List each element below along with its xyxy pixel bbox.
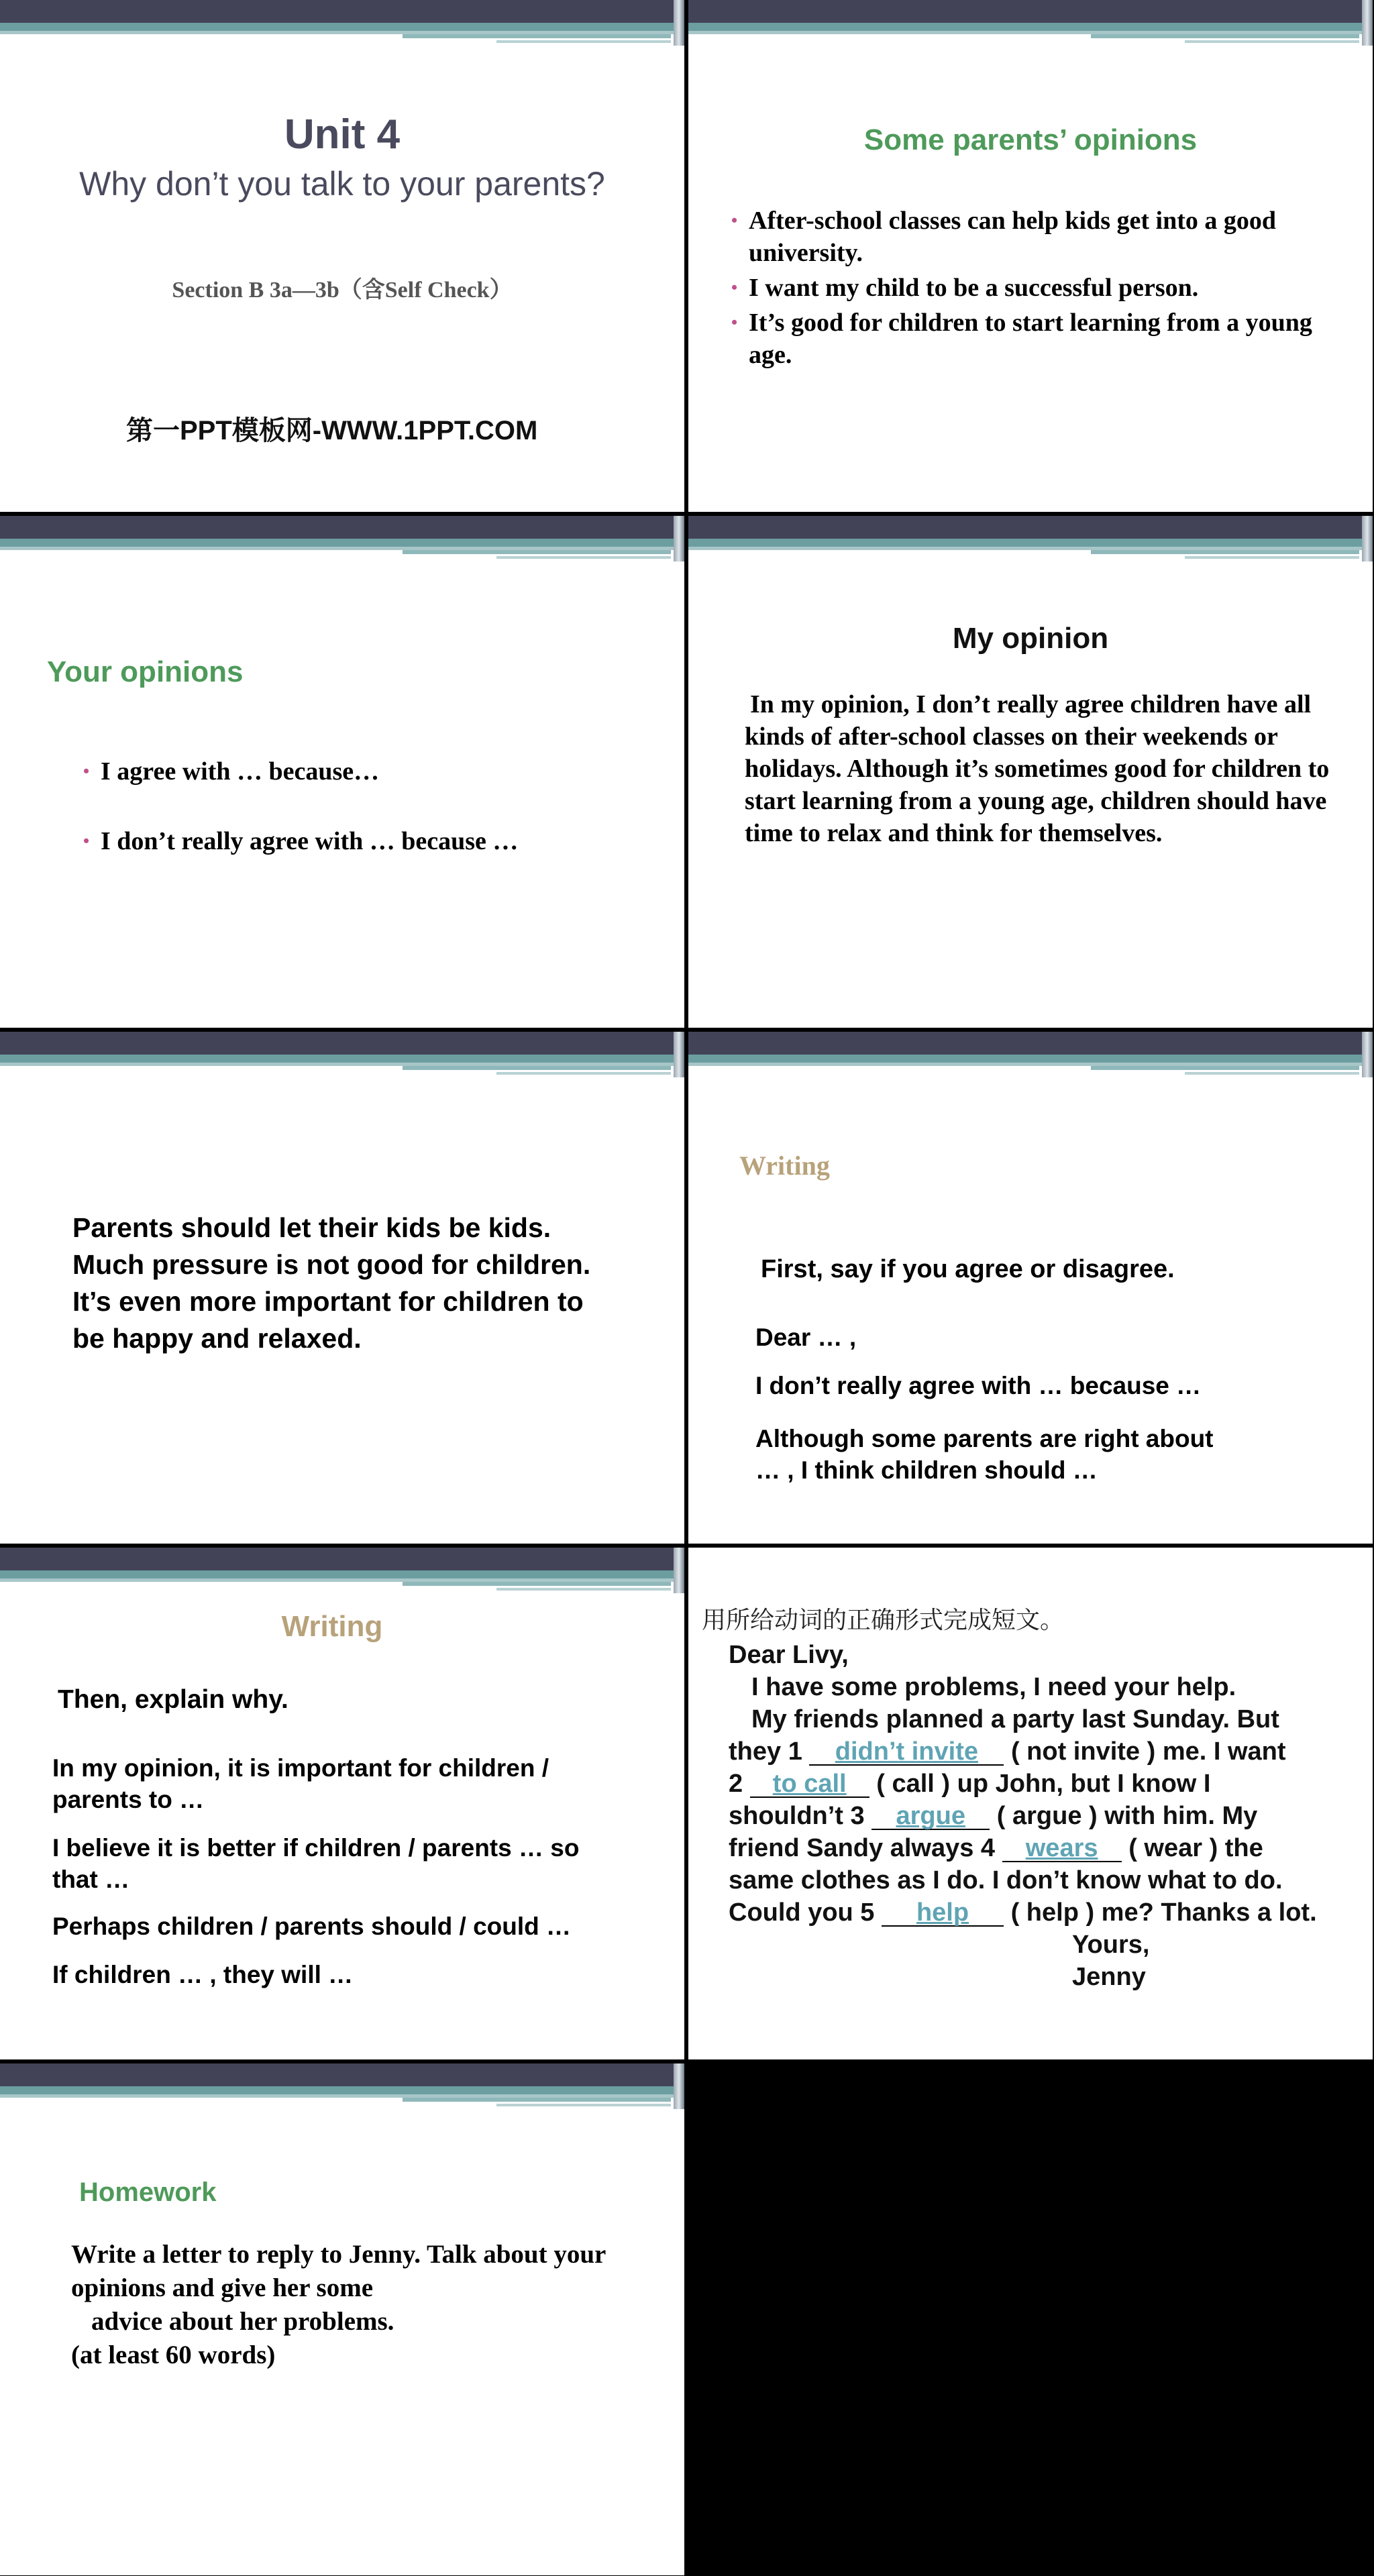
answer-blank-1[interactable]: didn’t invite [809, 1739, 1004, 1766]
answer-blank-2[interactable]: to call [750, 1771, 869, 1798]
list-item: • I don’t really agree with … because … [83, 826, 674, 857]
header-band [688, 516, 1373, 561]
slide-title [0, 0, 684, 512]
sentence-starter: Perhaps children / parents should / could … [52, 1913, 572, 1940]
answer-blank-4[interactable]: wears [1002, 1835, 1122, 1862]
letter-line: they 1 didn’t invite ( not invite ) me. I want [729, 1737, 1286, 1766]
answer-blank-5[interactable]: help [882, 1900, 1004, 1927]
header-band [0, 1032, 684, 1077]
homework-text: Write a letter to reply to Jenny. Talk about your opinions and give her some advice about her problems. (at least 60 words) [71, 2240, 606, 2369]
slide-kids-be-kids [0, 1032, 684, 1544]
slide-heading: Some parents’ opinions [863, 123, 1198, 156]
sentence-starter: If children … , they will … [52, 1961, 354, 1988]
slide-heading: Homework [79, 2178, 217, 2207]
opinion-list [731, 205, 1349, 371]
opinion-paragraph: In my opinion, I don’t really agree children have all kinds of after-school classes on their weekends or holidays. Although it’s sometimes good for children to start learning from a young age, children should have time to relax and think for themselves. [745, 690, 1330, 847]
list-item: • I agree with … because… [83, 756, 674, 787]
instruction: Then, explain why. [58, 1685, 288, 1714]
sentence-starter: Dear … , [755, 1324, 857, 1351]
sentence-starter: I don’t really agree with … because … [755, 1372, 1202, 1399]
unit-title: Unit 4 [284, 111, 401, 158]
slide-heading: My opinion [952, 622, 1109, 655]
letter-line: same clothes as I do. I don’t know what to do. [729, 1866, 1283, 1894]
letter-line: friend Sandy always 4 wears ( wear ) the [729, 1834, 1263, 1862]
letter-line: 2 to call ( call ) up John, but I know I [729, 1770, 1211, 1798]
sentence-starter: In my opinion, it is important for children / parents to … [52, 1754, 549, 1813]
slide-homework [0, 2063, 684, 2575]
slide-heading: Writing [739, 1150, 830, 1181]
letter-line: My friends planned a party last Sunday. But [751, 1705, 1279, 1733]
sentence-starter: I believe it is better if children / parents … so that … [52, 1834, 580, 1893]
slide-parents-opinions [688, 0, 1373, 512]
letter-line: shouldn’t 3 argue ( argue ) with him. My [729, 1802, 1258, 1830]
signature-name: Jenny [1072, 1963, 1146, 1991]
answer-blank-3[interactable]: argue [871, 1803, 990, 1830]
slide-writing-explain [0, 1548, 684, 2059]
unit-subtitle: Why don’t you talk to your parents? [79, 165, 605, 203]
slide-writing-agree [688, 1032, 1373, 1544]
list-item: • I want my child to be a successful person. [731, 272, 1349, 304]
slide-your-opinions [0, 516, 684, 1028]
header-band [688, 0, 1373, 46]
slide-my-opinion [688, 516, 1373, 1028]
letter-line: Could you 5 help ( help ) me? Thanks a lot. [729, 1898, 1317, 1927]
sentence-starter: Although some parents are right about … , I think children should … [755, 1425, 1214, 1484]
statement-paragraph: Parents should let their kids be kids. Much pressure is not good for children. It’s even more important for children to be happy and relaxed. [72, 1212, 591, 1354]
header-band [0, 516, 684, 561]
section-label: Section B 3a—3b（含Self Check） [172, 278, 513, 303]
list-item: • It’s good for children to start learning from a young age. [731, 307, 1349, 371]
closing: Yours, [1072, 1931, 1150, 1959]
header-band [0, 0, 684, 46]
site-label: 第一PPT模板网-WWW.1PPT.COM [126, 416, 538, 445]
opinion-list [83, 756, 674, 857]
letter-body [729, 1639, 1359, 1993]
instruction: First, say if you agree or disagree. [761, 1255, 1175, 1283]
instruction: 用所给动词的正确形式完成短文。 [702, 1607, 1065, 1633]
header-band [0, 2063, 684, 2109]
letter-line: I have some problems, I need your help. [751, 1673, 1236, 1701]
slide-heading: Your opinions [47, 655, 244, 688]
list-item: • After-school classes can help kids get into a good university. [731, 205, 1349, 269]
slide-fill-in-exercise [688, 1548, 1373, 2059]
header-band [688, 1032, 1373, 1077]
greeting: Dear Livy, [729, 1641, 849, 1669]
header-band [0, 1548, 684, 1593]
slide-heading: Writing [281, 1610, 383, 1643]
